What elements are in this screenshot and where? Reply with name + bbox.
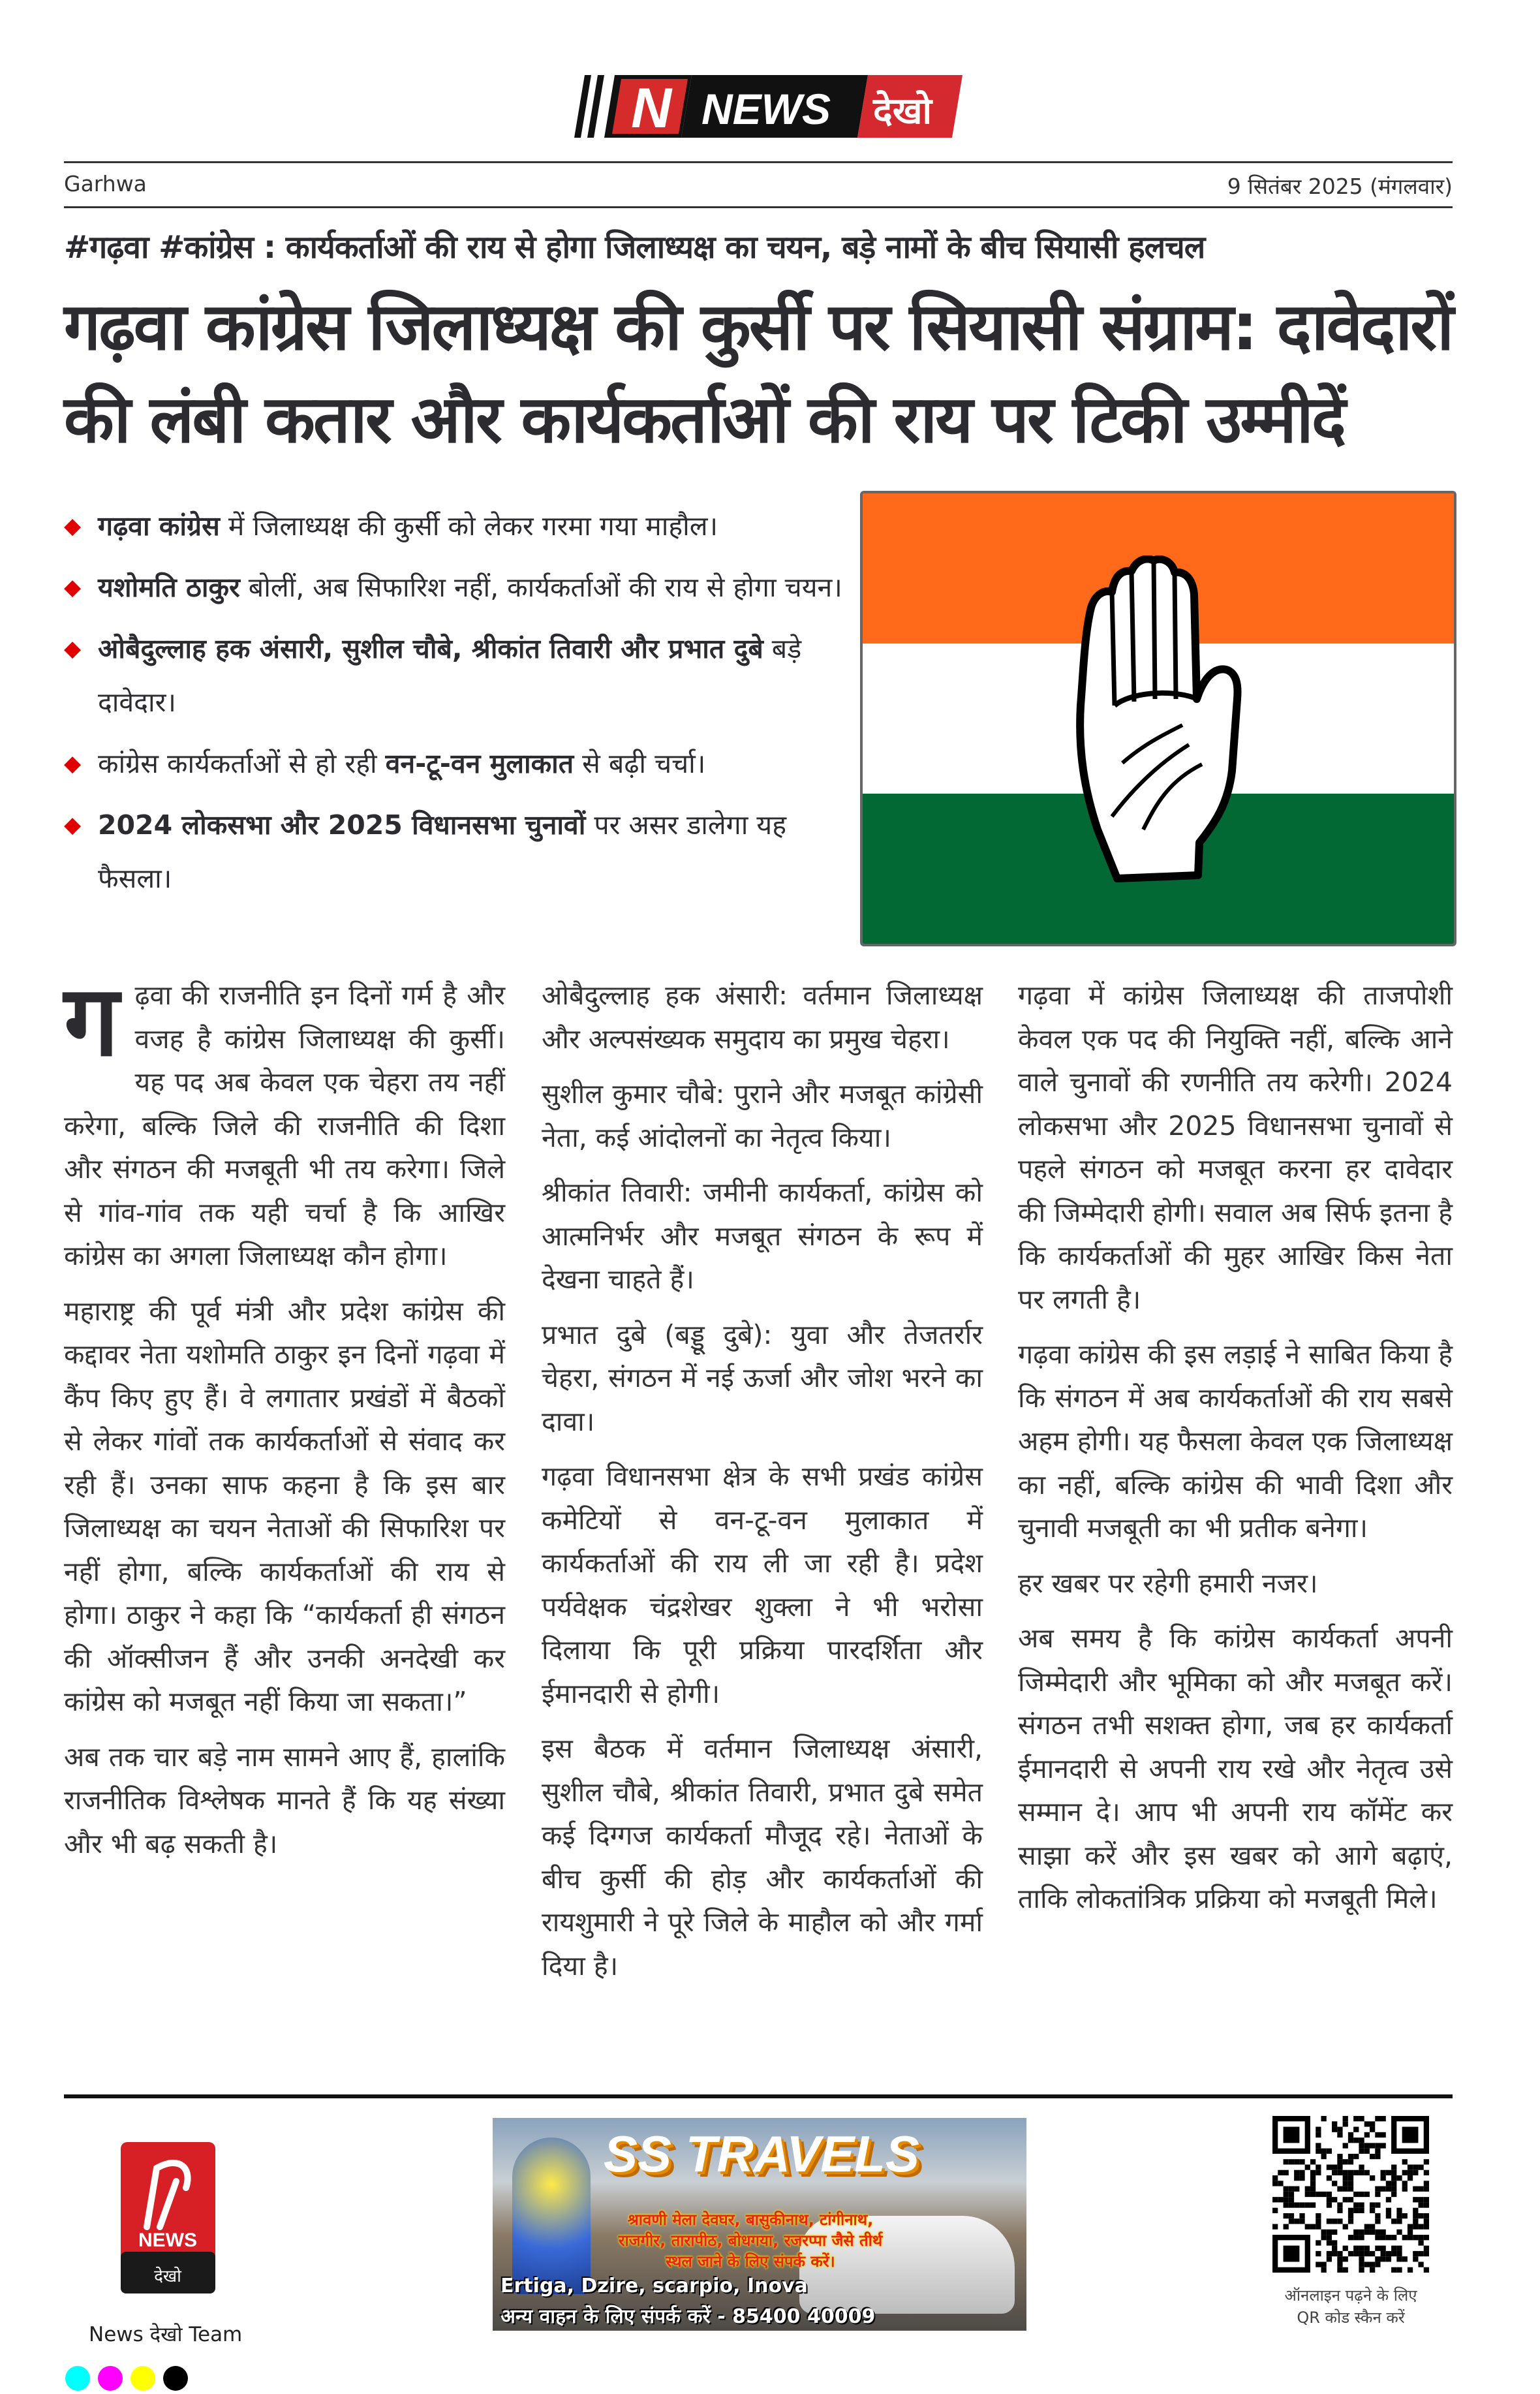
location-label: Garhwa <box>64 171 147 196</box>
ad-line: स्थल जाने के लिए संपर्क करें। <box>666 2252 835 2271</box>
qr-code[interactable] <box>1272 2116 1429 2273</box>
highlight-bold: वन-टू-वन मुलाकात <box>385 748 574 779</box>
ad-line: श्रावणी मेला देवघर, बासुकीनाथ, टांगीनाथ, <box>627 2211 874 2229</box>
article-paragraph: सुशील कुमार चौबे: पुराने और मजबूत कांग्रेसी नेता, कई आंदोलनों का नेतृत्व किया। <box>542 1078 983 1153</box>
ss-travels-advertisement[interactable] <box>493 2118 1026 2331</box>
footer-divider <box>64 2094 1453 2098</box>
article-paragraph: ओबैदुल्लाह हक अंसारी: वर्तमान जिलाध्यक्ष और अल्पसंख्यक समुदाय का प्रमुख चेहरा। <box>542 980 983 1055</box>
diamond-bullet-icon: ◆ <box>64 513 82 539</box>
footer-logo-dekho: देखो <box>154 2267 181 2286</box>
ad-title: SS TRAVELS <box>604 2125 919 2183</box>
article-paragraph: महाराष्ट्र की पूर्व मंत्री और प्रदेश कांग्रेस की कद्दावर नेता यशोमति ठाकुर इन दिनों गढ़वा में कैंप किए हुए हैं। वे लगातार प्रखंडों में बैठकों से लेकर गांवों तक कार्यकर्ताओं से संवाद कर रही हैं। उनका साफ कहना है कि इस बार जिलाध्यक्ष का चयन नेताओं की सिफारिश पर नहीं होगा, बल्कि कार्यकर्ताओं की राय से होगा। ठाकुर ने कहा कि “कार्यकर्ता ही संगठन की ऑक्सीजन हैं और उनकी अनदेखी कर कांग्रेस को मजबूत नहीं किया जा सकता।” <box>64 1295 505 1717</box>
cyan-registration-mark <box>65 2366 90 2391</box>
highlight-bold: गढ़वा कांग्रेस <box>98 510 220 542</box>
article-paragraph <box>64 965 505 1278</box>
article-paragraph: गढ़वा विधानसभा क्षेत्र के सभी प्रखंड कांग्रेस कमेटियों से वन-टू-वन मुलाकात में कार्यकर्ताओं की राय ली जा रही है। प्रदेश पर्यवेक्षक चंद्रशेखर शुक्ला ने भी भरोसा दिलाया कि पूरी प्रक्रिया पारदर्शिता और ईमानदारी से होगी। <box>542 1461 983 1709</box>
kicker-subheadline: #गढ़वा #कांग्रेस : कार्यकर्ताओं की राय से होगा जिलाध्यक्ष का चयन, बड़े नामों के बीच सियासी हलचल <box>64 229 1205 266</box>
date-label: 9 सितंबर 2025 (मंगलवार) <box>1227 174 1453 199</box>
highlight-item <box>64 737 847 790</box>
diamond-bullet-icon: ◆ <box>64 636 82 662</box>
article-paragraph: गढ़वा कांग्रेस की इस लड़ाई ने साबित किया है कि संगठन में अब कार्यकर्ताओं की राय सबसे अहम होगी। यह फैसला केवल एक जिलाध्यक्ष का नहीं, बल्कि कांग्रेस की भावी दिशा और चुनावी मजबूती का भी प्रतीक बनेगा। <box>1018 1339 1453 1544</box>
highlight-text: पर असर डालेगा यह फैसला। <box>98 809 786 894</box>
congress-hand-icon <box>1071 555 1267 908</box>
highlight-bold: ओबैदुल्लाह हक अंसारी, सुशील चौबे, श्रीकांत तिवारी और प्रभात दुबे <box>98 633 763 664</box>
footer-logo-news: NEWS <box>138 2230 197 2251</box>
qr-caption-line: ऑनलाइन पढ़ने के लिए <box>1284 2286 1417 2305</box>
highlight-text: में जिलाध्यक्ष की कुर्सी को लेकर गरमा गया माहौल। <box>219 510 718 542</box>
highlight-item <box>64 622 847 729</box>
highlight-text: बोलीं, अब सिफारिश नहीं, कार्यकर्ताओं की राय से होगा चयन। <box>239 572 842 603</box>
article-column-3 <box>1018 974 1453 1933</box>
news-dekho-logo-icon <box>561 75 966 138</box>
black-registration-mark <box>163 2366 188 2391</box>
highlight-text: बड़े दावेदार। <box>98 633 802 718</box>
article-paragraph: प्रभात दुबे (बड्डू दुबे): युवा और तेजतर्रार चेहरा, संगठन में नई ऊर्जा और जोश भरने का दावा। <box>542 1318 983 1437</box>
highlight-bold: यशोमति ठाकुर <box>98 572 240 603</box>
drop-cap: ग <box>64 965 119 1078</box>
qr-caption <box>1259 2284 1442 2329</box>
article-paragraph: अब समय है कि कांग्रेस कार्यकर्ता अपनी जिम्मेदारी और भूमिका को और मजबूत करें। संगठन तभी सशक्त होगा, जब हर कार्यकर्ता ईमानदारी से अपनी राय रखे और नेतृत्व उसे सम्मान दे। आप भी अपनी राय कॉमेंट कर साझा करें और इस खबर को आगे बढ़ाएं, ताकि लोकतांत्रिक प्रक्रिया को मजबूती मिले। <box>1018 1623 1453 1914</box>
highlight-text: कांग्रेस कार्यकर्ताओं से हो रही <box>98 748 386 779</box>
deity-image <box>512 2138 591 2294</box>
news-dekho-square-logo-icon <box>121 2142 215 2293</box>
highlights-list <box>64 499 847 913</box>
article-paragraph: इस बैठक में वर्तमान जिलाध्यक्ष अंसारी, सुशील चौबे, श्रीकांत तिवारी, प्रभात दुबे समेत कई दिग्गज कार्यकर्ता मौजूद रहे। नेताओं के बीच कुर्सी की होड़ और कार्यकर्ताओं की रायशुमारी ने पूरे जिले के माहौल को और गर्मा दिया है। <box>542 1733 983 1982</box>
ad-contact: अन्य वाहन के लिए संपर्क करें - 85400 40009 <box>501 2305 876 2328</box>
article-paragraph: श्रीकांत तिवारी: जमीनी कार्यकर्ता, कांग्रेस को आत्मनिर्भर और मजबूत संगठन के रूप में देखना चाहते हैं। <box>542 1177 983 1295</box>
masthead-logo[interactable] <box>561 75 966 138</box>
logo-n: N <box>630 77 672 138</box>
diamond-bullet-icon: ◆ <box>64 812 82 838</box>
article-column-1 <box>64 965 505 1877</box>
yellow-registration-mark <box>131 2366 155 2391</box>
highlight-item <box>64 561 847 614</box>
highlight-item <box>64 798 847 905</box>
team-credit: News देखो Team <box>89 2323 243 2346</box>
footer-logo[interactable] <box>121 2142 215 2293</box>
paragraph-text: ढ़वा की राजनीति इन दिनों गर्म है और वजह है कांग्रेस जिलाध्यक्ष की कुर्सी। यह पद अब केवल एक चेहरा तय नहीं करेगा, बल्कि जिले की राजनीति की दिशा और संगठन की मजबूती भी तय करेगा। जिले से गांव-गांव तक यही चर्चा है कि आखिर कांग्रेस का अगला जिलाध्यक्ष कौन होगा। <box>64 980 505 1271</box>
header-divider <box>64 161 1453 163</box>
highlight-bold: 2024 लोकसभा और 2025 विधानसभा चुनावों <box>98 809 586 841</box>
highlight-text: से बढ़ी चर्चा। <box>574 748 706 779</box>
header-divider <box>64 206 1453 208</box>
article-paragraph: अब तक चार बड़े नाम सामने आए हैं, हालांकि राजनीतिक विश्लेषक मानते हैं कि यह संख्या और भी बढ़ सकती है। <box>64 1741 505 1859</box>
logo-dekho: देखो <box>873 90 932 132</box>
diamond-bullet-icon: ◆ <box>64 751 82 777</box>
ad-vehicles: Ertiga, Dzire, scarpio, Inova <box>501 2275 808 2297</box>
qr-code-icon <box>1272 2116 1429 2273</box>
diamond-bullet-icon: ◆ <box>64 574 82 600</box>
magenta-registration-mark <box>98 2366 123 2391</box>
headline: गढ़वा कांग्रेस जिलाध्यक्ष की कुर्सी पर सियासी संग्राम: दावेदारों की लंबी कतार और कार्यकर्ताओं की राय पर टिकी उम्मीदें <box>64 288 1453 458</box>
ad-line: राजगीर, तारापीठ, बोधगया, रजरप्पा जैसे तीर्थ <box>618 2231 883 2250</box>
ad-destinations <box>600 2209 901 2272</box>
congress-flag-image <box>860 491 1456 946</box>
logo-news: NEWS <box>701 85 831 133</box>
highlight-item <box>64 499 847 553</box>
article-column-2 <box>542 974 983 1999</box>
article-paragraph: हर खबर पर रहेगी हमारी नजर। <box>1018 1567 1318 1599</box>
qr-caption-line: QR कोड स्कैन करें <box>1297 2308 1405 2327</box>
article-paragraph: गढ़वा में कांग्रेस जिलाध्यक्ष की ताजपोशी केवल एक पद की नियुक्ति नहीं, बल्कि आने वाले चुनावों की रणनीति तय करेगी। 2024 लोकसभा और 2025 विधानसभा चुनावों से पहले संगठन को मजबूत करना हर दावेदार की जिम्मेदारी होगी। सवाल अब सिर्फ इतना है कि कार्यकर्ताओं की मुहर आखिर किस नेता पर लगती है। <box>1018 980 1453 1315</box>
